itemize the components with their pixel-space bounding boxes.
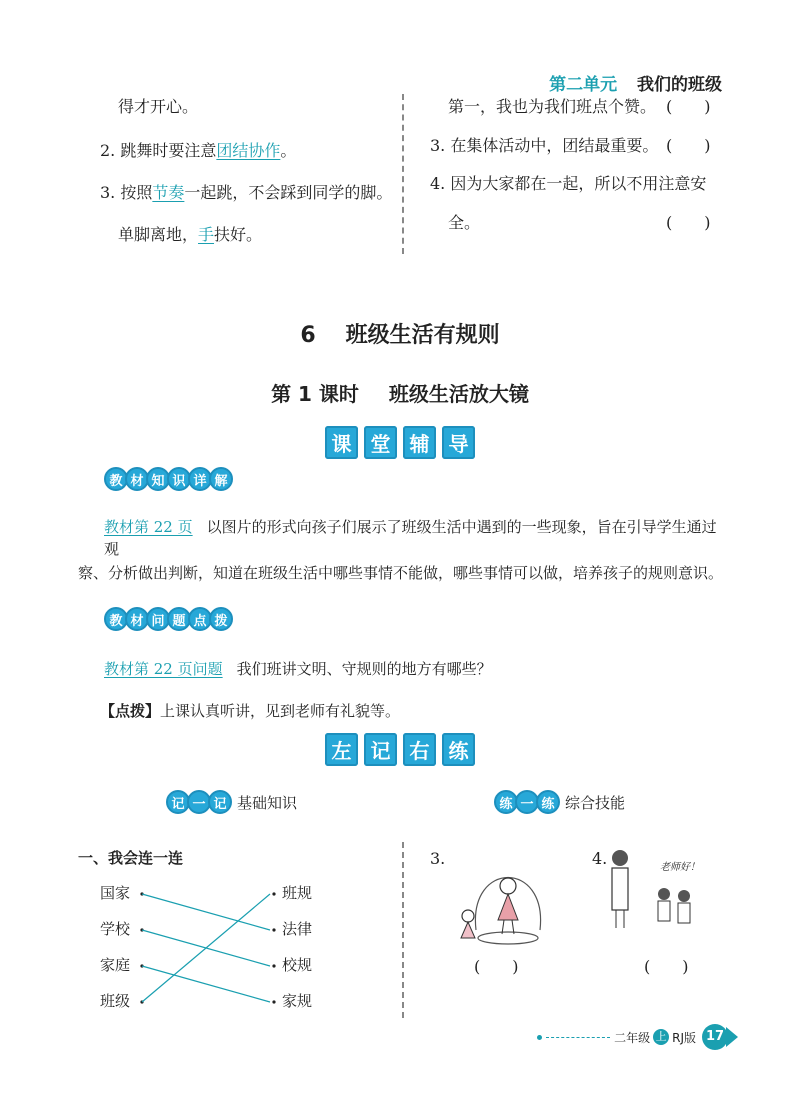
hint-text: 上课认真听讲，见到老师有礼貌等。	[160, 702, 401, 720]
top-right-item3: 3. 在集体活动中，团结最重要。	[430, 136, 659, 155]
hint-label: 【点拨】	[100, 702, 161, 720]
connect-left-item[interactable]: 国家	[100, 884, 131, 902]
tag-char: 问	[146, 607, 170, 631]
footer-edition: RJ版	[672, 1030, 696, 1045]
unit-number: 第二单元	[549, 75, 618, 95]
unit-title: 我们的班级	[637, 75, 722, 95]
top-right-line1: 第一，我也为我们班点个赞。	[448, 97, 657, 116]
period-label: 第 1 课时	[271, 382, 359, 406]
banner-char: 辅	[403, 426, 436, 459]
footer-term: 上	[653, 1029, 669, 1045]
picture-4-number: 4.	[592, 849, 608, 868]
tag-char: 材	[125, 467, 149, 491]
answer-paren-pic3[interactable]: ( )	[474, 957, 519, 976]
banner-char: 记	[364, 733, 397, 766]
girl-head	[500, 878, 516, 894]
banner-char: 右	[403, 733, 436, 766]
match-line-family-rules	[142, 966, 270, 1002]
tag-char: 材	[125, 607, 149, 631]
tag-char: 点	[188, 607, 212, 631]
item3b-suffix: 扶好。	[214, 225, 263, 244]
page-number: 17	[702, 1024, 728, 1050]
answer-paren-1[interactable]: ( )	[666, 97, 711, 116]
item3-answer: 节奏	[152, 183, 185, 202]
tag-char: 详	[188, 467, 212, 491]
section-right-label: 综合技能	[565, 793, 626, 812]
item2-suffix: 。	[280, 141, 297, 160]
tag-char: 教	[104, 607, 128, 631]
banner-char: 堂	[364, 426, 397, 459]
banner-char: 左	[325, 733, 358, 766]
tag-char: 一	[515, 790, 539, 814]
tag-char: 拨	[209, 607, 233, 631]
footer-dashed-line	[546, 1037, 610, 1038]
question-ref: 教材第 22 页问题	[104, 660, 223, 678]
tag-char: 一	[187, 790, 211, 814]
speech-text: 老师好！	[660, 862, 700, 873]
answer-paren-pic4[interactable]: ( )	[644, 957, 689, 976]
tag-char: 知	[146, 467, 170, 491]
item2-prefix: 2. 跳舞时要注意	[100, 141, 217, 160]
banner-char: 导	[442, 426, 475, 459]
student-body	[658, 901, 670, 921]
footer-grade: 二年级	[614, 1030, 651, 1045]
answer-paren-3[interactable]: ( )	[666, 136, 711, 155]
section-left-label: 基础知识	[237, 793, 298, 812]
footer-dot	[537, 1035, 542, 1040]
column-divider-bottom	[402, 842, 404, 1018]
tag-char: 记	[166, 790, 190, 814]
connect-right-item[interactable]: 校规	[282, 956, 313, 974]
connect-left-item[interactable]: 班级	[100, 992, 131, 1010]
dot-right	[272, 928, 275, 931]
connect-left-item[interactable]: 学校	[100, 920, 131, 938]
tag-char: 记	[208, 790, 232, 814]
child-body	[461, 922, 475, 938]
dot-right	[272, 1000, 275, 1003]
connect-heading: 一、我会连一连	[78, 849, 184, 867]
knowledge-paragraph-line2: 察、分析做出判断，知道在班级生活中哪些事情不能做，哪些事情可以做，培养孩子的规则意识。	[78, 564, 724, 582]
banner-char: 练	[442, 733, 475, 766]
top-right-item4b: 全。	[448, 213, 481, 232]
lesson-number: 6	[300, 323, 316, 348]
connect-left-item[interactable]: 家庭	[100, 956, 131, 974]
knowledge-text1: 以图片的形式向孩子们展示了班级生活中遇到的一些现象，旨在引导学生通过观	[104, 518, 717, 558]
item3b-prefix: 单脚离地，	[118, 225, 199, 244]
answer-paren-4[interactable]: ( )	[666, 213, 711, 232]
student-head	[678, 890, 690, 902]
girl-dress	[498, 894, 518, 920]
teacher-body	[612, 868, 628, 910]
dot-right	[272, 964, 275, 967]
dot-right	[272, 892, 275, 895]
jump-rope-illustration	[448, 850, 558, 950]
match-line-country-law	[142, 894, 270, 930]
student-head	[658, 888, 670, 900]
banner-char: 课	[325, 426, 358, 459]
item3-suffix: 一起跳，不会踩到同学的脚。	[184, 183, 393, 202]
knowledge-ref: 教材第 22 页	[104, 518, 193, 536]
student-body	[678, 903, 690, 923]
footer-arrow-icon	[726, 1027, 738, 1047]
connect-right-item[interactable]: 家规	[282, 992, 313, 1010]
rope-ground	[478, 932, 538, 944]
connect-right-item[interactable]: 法律	[282, 920, 313, 938]
child-head	[462, 910, 474, 922]
connect-right-item[interactable]: 班规	[282, 884, 313, 902]
top-left-line1: 得才开心。	[118, 97, 199, 116]
top-right-item4a: 4. 因为大家都在一起，所以不用注意安	[430, 174, 707, 193]
question-text: 我们班讲文明、守规则的地方有哪些？	[236, 660, 492, 678]
tag-char: 练	[494, 790, 518, 814]
tag-char: 解	[209, 467, 233, 491]
item3b-answer: 手	[198, 225, 215, 244]
item2-answer: 团结协作	[216, 141, 281, 160]
lesson-name: 班级生活有规则	[345, 323, 500, 348]
period-name: 班级生活放大镜	[388, 382, 529, 406]
tag-char: 题	[167, 607, 191, 631]
item3-prefix: 3. 按照	[100, 183, 153, 202]
teacher-head	[612, 850, 628, 866]
tag-char: 教	[104, 467, 128, 491]
match-line-class-rules	[142, 894, 270, 1002]
picture-3-number: 3.	[430, 849, 446, 868]
tag-char: 练	[536, 790, 560, 814]
page-footer	[537, 1024, 738, 1050]
tag-char: 识	[167, 467, 191, 491]
